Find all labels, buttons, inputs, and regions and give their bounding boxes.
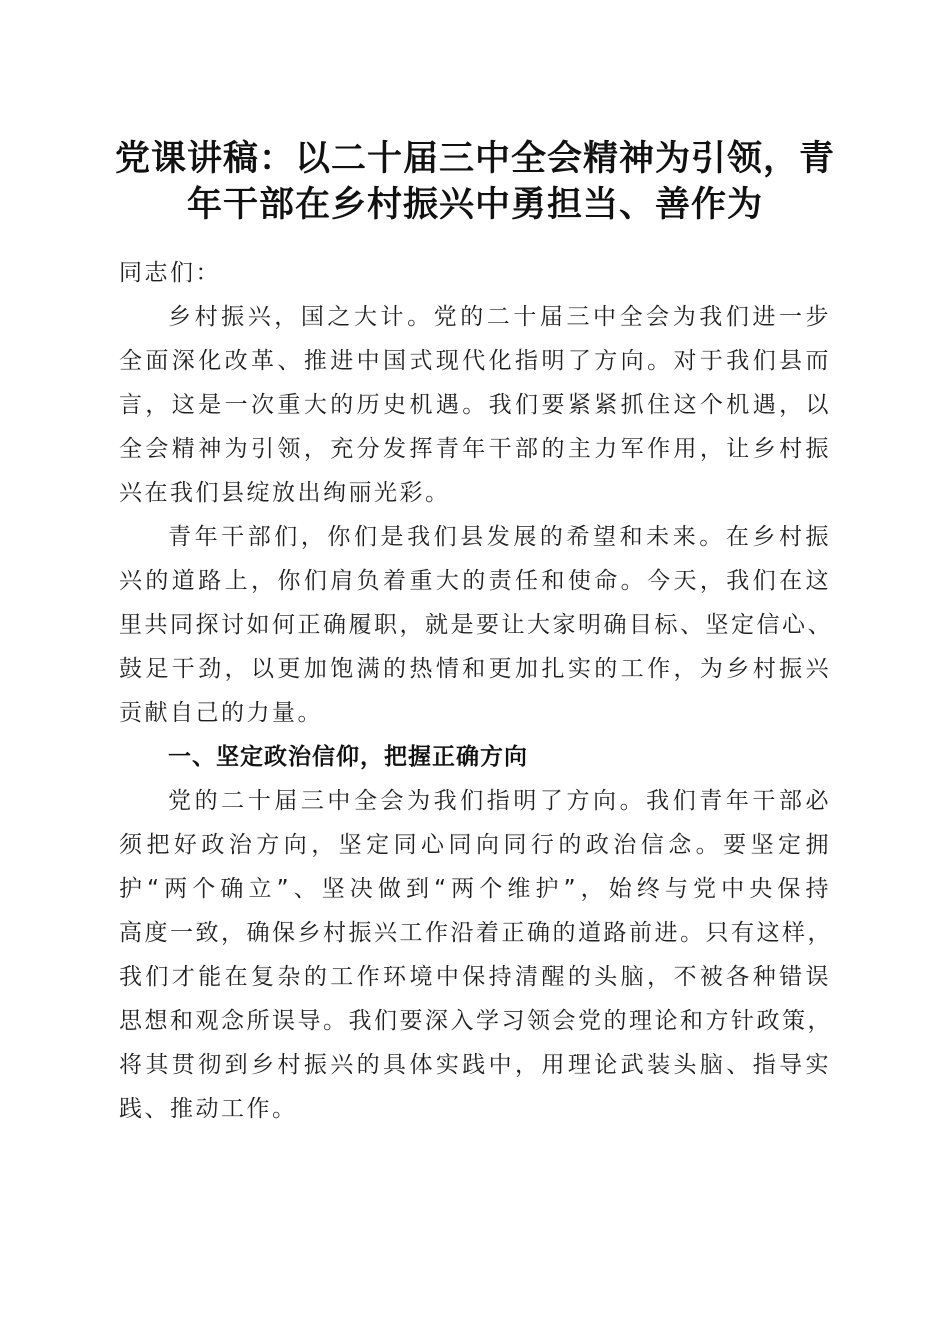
document-title xyxy=(110,136,840,228)
paragraph-line: 言，这是一次重大的历史机遇。我们要紧紧抓住这个机遇，以 xyxy=(119,392,831,418)
paragraph-line: 须把好政治方向，坚定同心同向同行的政治信念。要坚定拥 xyxy=(119,832,831,858)
paragraph-line: 思想和观念所误导。我们要深入学习领会党的理论和方针政策， xyxy=(119,1008,833,1034)
title-line-1: 党课讲稿：以二十届三中全会精神为引领，青 xyxy=(114,138,835,179)
paragraph-line: 将其贯彻到乡村振兴的具体实践中，用理论武装头脑、指导实 xyxy=(119,1052,831,1078)
paragraph-line: 兴在我们县绽放出绚丽光彩。 xyxy=(119,480,451,506)
paragraph-line: 贡献自己的力量。 xyxy=(119,700,323,726)
document-body xyxy=(119,251,831,1131)
paragraph-line: 全会精神为引领，充分发挥青年干部的主力军作用，让乡村振 xyxy=(119,436,831,462)
paragraph-line: 党的二十届三中全会为我们指明了方向。我们青年干部必 xyxy=(168,788,831,814)
paragraph-youth-cadres xyxy=(119,515,831,735)
paragraph-line: 里共同探讨如何正确履职，就是要让大家明确目标、坚定信心、 xyxy=(119,612,833,638)
section-heading-1: 一、坚定政治信仰，把握正确方向 xyxy=(168,744,528,770)
paragraph-line: 鼓足干劲，以更加饱满的热情和更加扎实的工作，为乡村振兴 xyxy=(119,656,831,682)
salutation: 同志们： xyxy=(119,260,221,286)
paragraph-line: 全面深化改革、推进中国式现代化指明了方向。对于我们县而 xyxy=(119,348,831,374)
paragraph-line: 我们才能在复杂的工作环境中保持清醒的头脑，不被各种错误 xyxy=(119,964,831,990)
paragraph-line: 高度一致，确保乡村振兴工作沿着正确的道路前进。只有这样， xyxy=(119,920,833,946)
paragraph-line: 护“两个确立”、坚决做到“两个维护”，始终与党中央保持 xyxy=(119,876,831,902)
paragraph-line: 践、推动工作。 xyxy=(119,1096,298,1122)
paragraph-line: 兴的道路上，你们肩负着重大的责任和使命。今天，我们在这 xyxy=(119,568,831,594)
paragraph-section-1 xyxy=(119,779,831,1131)
paragraph-line: 乡村振兴，国之大计。党的二十届三中全会为我们进一步 xyxy=(168,304,831,330)
paragraph-intro xyxy=(119,295,831,515)
paragraph-line: 青年干部们，你们是我们县发展的希望和未来。在乡村振 xyxy=(168,524,831,550)
title-line-2: 年干部在乡村振兴中勇担当、善作为 xyxy=(186,184,763,225)
